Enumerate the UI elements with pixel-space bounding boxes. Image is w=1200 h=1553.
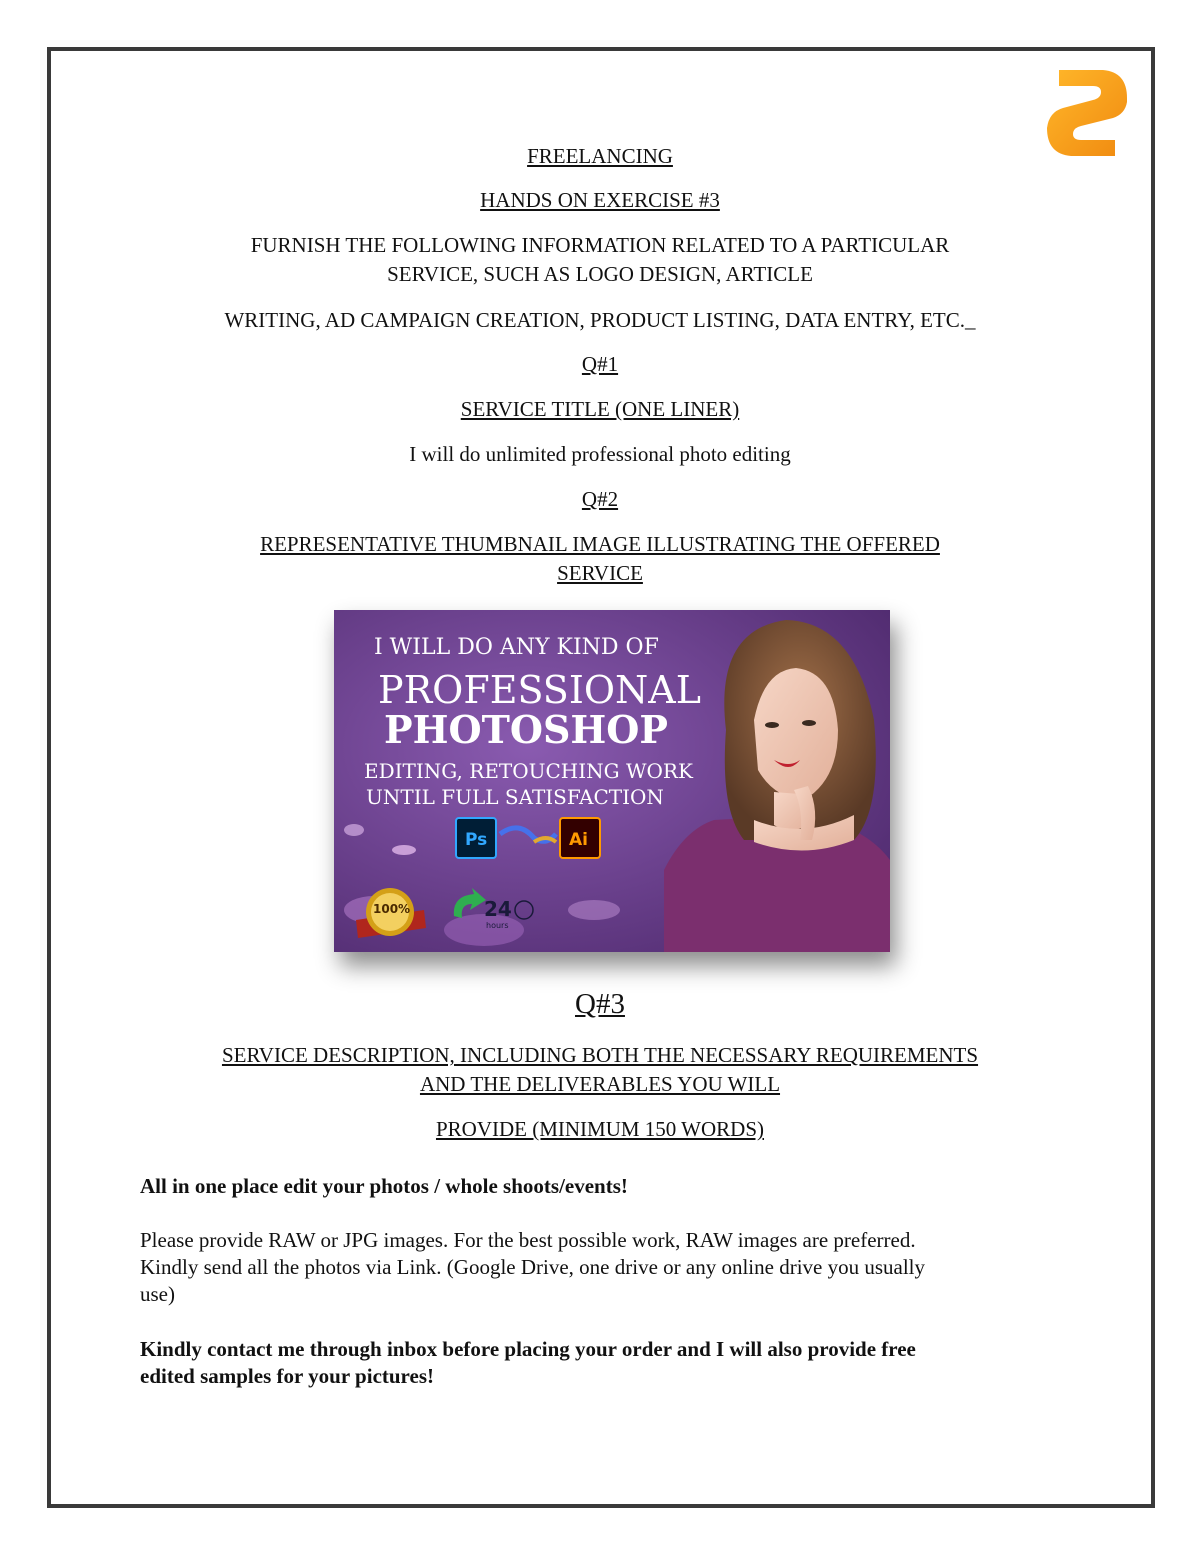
instruction-text — [100, 231, 1100, 289]
q1-label: Q#1 — [581, 352, 619, 376]
q3-heading — [100, 1041, 1100, 1099]
q3-heading-line-1: SERVICE DESCRIPTION, INCLUDING BOTH THE NECESSARY REQUIREMENTS — [221, 1043, 979, 1067]
q3-paragraph-3 — [140, 1336, 1040, 1390]
q3-heading-line-3: PROVIDE (MINIMUM 150 WORDS) — [435, 1117, 765, 1141]
thumb-line-2: PROFESSIONAL — [378, 668, 701, 712]
q3-paragraph-2-line-2: Kindly send all the photos via Link. (Google Drive, one drive or any online drive you usually — [140, 1255, 926, 1279]
q3-paragraph-2 — [140, 1227, 1040, 1308]
q3-heading-line-2: AND THE DELIVERABLES YOU WILL — [419, 1072, 781, 1096]
seal-text: 100% — [373, 902, 411, 916]
hours-number: 24 — [484, 897, 512, 921]
q3-paragraph-2-line-3: use) — [140, 1282, 175, 1306]
thumb-line-3: PHOTOSHOP — [384, 707, 668, 752]
q1-answer: I will do unlimited professional photo editing — [409, 442, 791, 466]
q1-heading: SERVICE TITLE (ONE LINER) — [460, 397, 740, 421]
q3-paragraph-2-line-1: Please provide RAW or JPG images. For the best possible work, RAW images are preferred. — [140, 1228, 916, 1252]
exercise-heading: HANDS ON EXERCISE #3 — [480, 188, 720, 212]
service-thumbnail — [334, 610, 890, 952]
document-title: FREELANCING — [527, 144, 673, 168]
instruction-line-2: SERVICE, SUCH AS LOGO DESIGN, ARTICLE — [387, 262, 813, 286]
q3-paragraph-3-line-2: edited samples for your pictures! — [140, 1364, 434, 1388]
q2-heading-line-2: SERVICE — [557, 561, 643, 585]
q3-label: Q#3 — [575, 988, 625, 1020]
instruction-line-1: FURNISH THE FOLLOWING INFORMATION RELATED TO A PARTICULAR — [250, 233, 950, 257]
thumbnail-graphic — [334, 610, 890, 952]
q2-label: Q#2 — [581, 487, 619, 511]
q2-heading-line-1: REPRESENTATIVE THUMBNAIL IMAGE ILLUSTRATING THE OFFERED — [260, 532, 940, 556]
ai-badge-label: Ai — [569, 830, 588, 850]
q3-paragraph-1: All in one place edit your photos / whole shoots/events! — [140, 1174, 628, 1198]
hours-label: hours — [486, 921, 509, 930]
ps-badge-label: Ps — [465, 830, 488, 850]
thumb-line-5: UNTIL FULL SATISFACTION — [366, 785, 664, 809]
thumb-line-4: EDITING, RETOUCHING WORK — [364, 759, 693, 783]
q3-paragraph-3-line-1: Kindly contact me through inbox before placing your order and I will also provide free — [140, 1337, 916, 1361]
thumb-line-1: I WILL DO ANY KIND OF — [374, 635, 659, 660]
q2-heading — [100, 530, 1100, 588]
instruction-line-3: WRITING, AD CAMPAIGN CREATION, PRODUCT LISTING, DATA ENTRY, ETC._ — [224, 308, 976, 332]
